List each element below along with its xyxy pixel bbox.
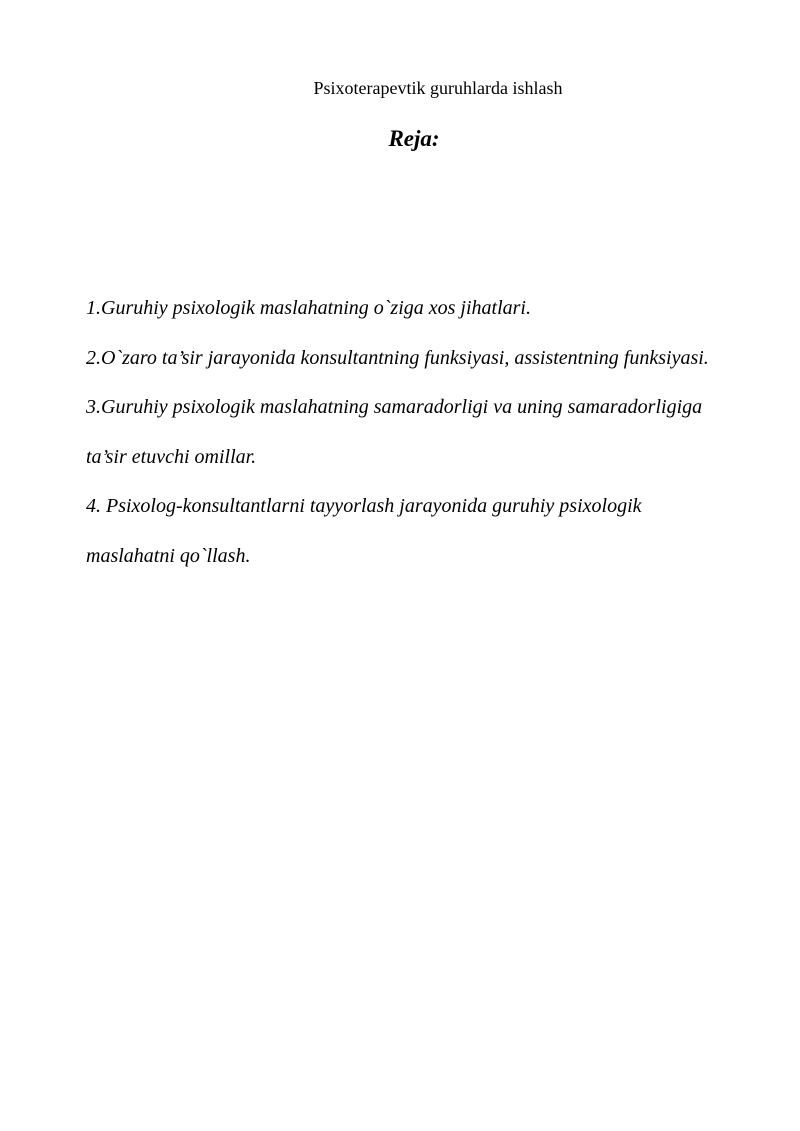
document-title: Psixoterapevtik guruhlarda ishlash bbox=[313, 78, 563, 98]
plan-item-4: 4. Psixolog-konsultantlarni tayyorlash jarayonida guruhiy psixologik maslahatni qo`llash. bbox=[86, 495, 642, 567]
plan-list bbox=[86, 284, 726, 582]
plan-item-3: 3.Guruhiy psixologik maslahatning samaradorligi va uning samaradorligiga ta’sir etuvchi omillar. bbox=[86, 396, 703, 468]
plan-heading: Reja: bbox=[388, 126, 440, 151]
plan-item-1: 1.Guruhiy psixologik maslahatning o`ziga xos jihatlari. bbox=[86, 297, 531, 319]
plan-item-2: 2.O`zaro ta’sir jarayonida konsultantning funksiyasi, assistentning funksiyasi. bbox=[86, 346, 709, 369]
